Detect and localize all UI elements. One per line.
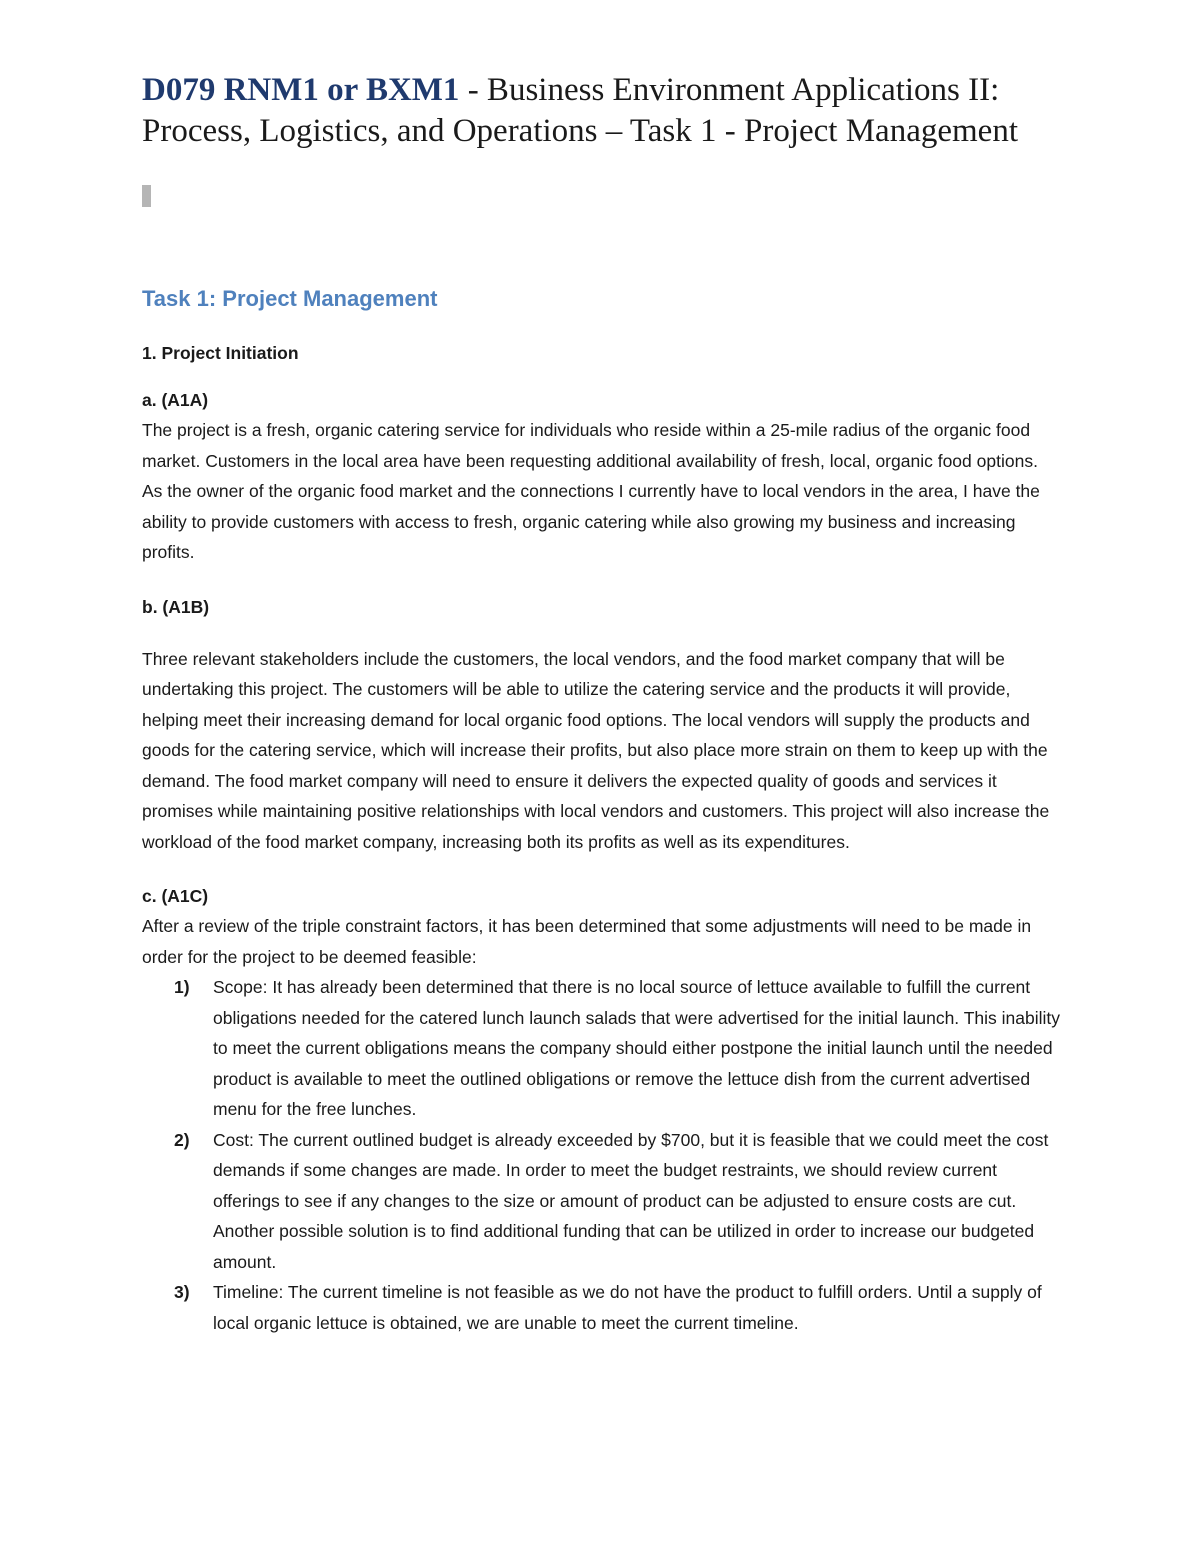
task-heading: Task 1: Project Management <box>142 286 438 311</box>
document-title <box>142 70 1062 152</box>
list-item-number: 2) <box>174 1129 190 1150</box>
part-a-text: The project is a fresh, organic catering service for individuals who reside within a 25-mile radius of the organic food market. Customers in the local area have been requesting additional availability of fresh, local, organic food options. As the owner of the organic food market and the connections I currently have to local vendors in the area, I have the ability to provide customers with access to fresh, organic catering while also growing my business and increasing profits. <box>142 420 1040 562</box>
list-item-text: Scope: It has already been determined that there is no local source of lettuce available to fulfill the current obligations needed for the catered lunch launch salads that were advertised for the initial launch. This inability to meet the current obligations means the company should either postpone the initial launch until the needed product is available to meet the outlined obligations or remove the lettuce dish from the current advertised menu for the free lunches. <box>213 977 1060 1119</box>
part-c-label: c. (A1C) <box>142 886 209 906</box>
list-item-text: Cost: The current outlined budget is already exceeded by $700, but it is feasible that we could meet the cost demands if some changes are made. In order to meet the budget restraints, we should review current offerings to see if any changes to the size or amount of product can be adjusted to ensure costs are cut. Another possible solution is to find additional funding that can be utilized in order to increase our budgeted amount. <box>213 1129 1049 1272</box>
list-item-text: Timeline: The current timeline is not feasible as we do not have the product to fulfill orders. Until a supply of local organic lettuce is obtained, we are unable to meet the current timeline. <box>213 1282 1042 1333</box>
list-item <box>142 1125 1062 1278</box>
text-cursor-marker <box>142 185 151 207</box>
part-b-text: Three relevant stakeholders include the customers, the local vendors, and the food market company that will be undertaking this project. The customers will be able to utilize the catering service and the products it will provide, helping meet their increasing demand for local organic food options. The local vendors will supply the products and goods for the catering service, which will increase their profits, but also place more strain on them to keep up with the demand. The food market company will need to ensure it delivers the expected quality of goods and services it promises while maintaining positive relationships with local vendors and customers. This project will also increase the workload of the food market company, increasing both its profits as well as its expenditures. <box>142 648 1050 852</box>
title-rest: - Business Environment Applications II: Process, Logistics, and Operations – Task 1 - Project Management <box>142 72 1018 149</box>
list-item-number: 1) <box>174 977 190 997</box>
part-b-label: b. (A1B) <box>142 596 210 617</box>
list-item <box>142 972 1062 1125</box>
list-item-number: 3) <box>174 1282 190 1302</box>
constraint-list <box>142 972 1062 1338</box>
document-page <box>142 70 1062 1338</box>
part-a <box>142 385 1062 568</box>
part-c <box>142 881 1062 1338</box>
part-c-intro: After a review of the triple constraint factors, it has been determined that some adjustments will need to be made in order for the project to be deemed feasible: <box>142 916 1032 967</box>
list-item <box>142 1277 1062 1338</box>
part-a-label: a. (A1A) <box>142 390 209 410</box>
section-heading: 1. Project Initiation <box>142 343 299 363</box>
course-code: D079 RNM1 or BXM1 <box>142 72 460 108</box>
part-b <box>142 592 1062 858</box>
